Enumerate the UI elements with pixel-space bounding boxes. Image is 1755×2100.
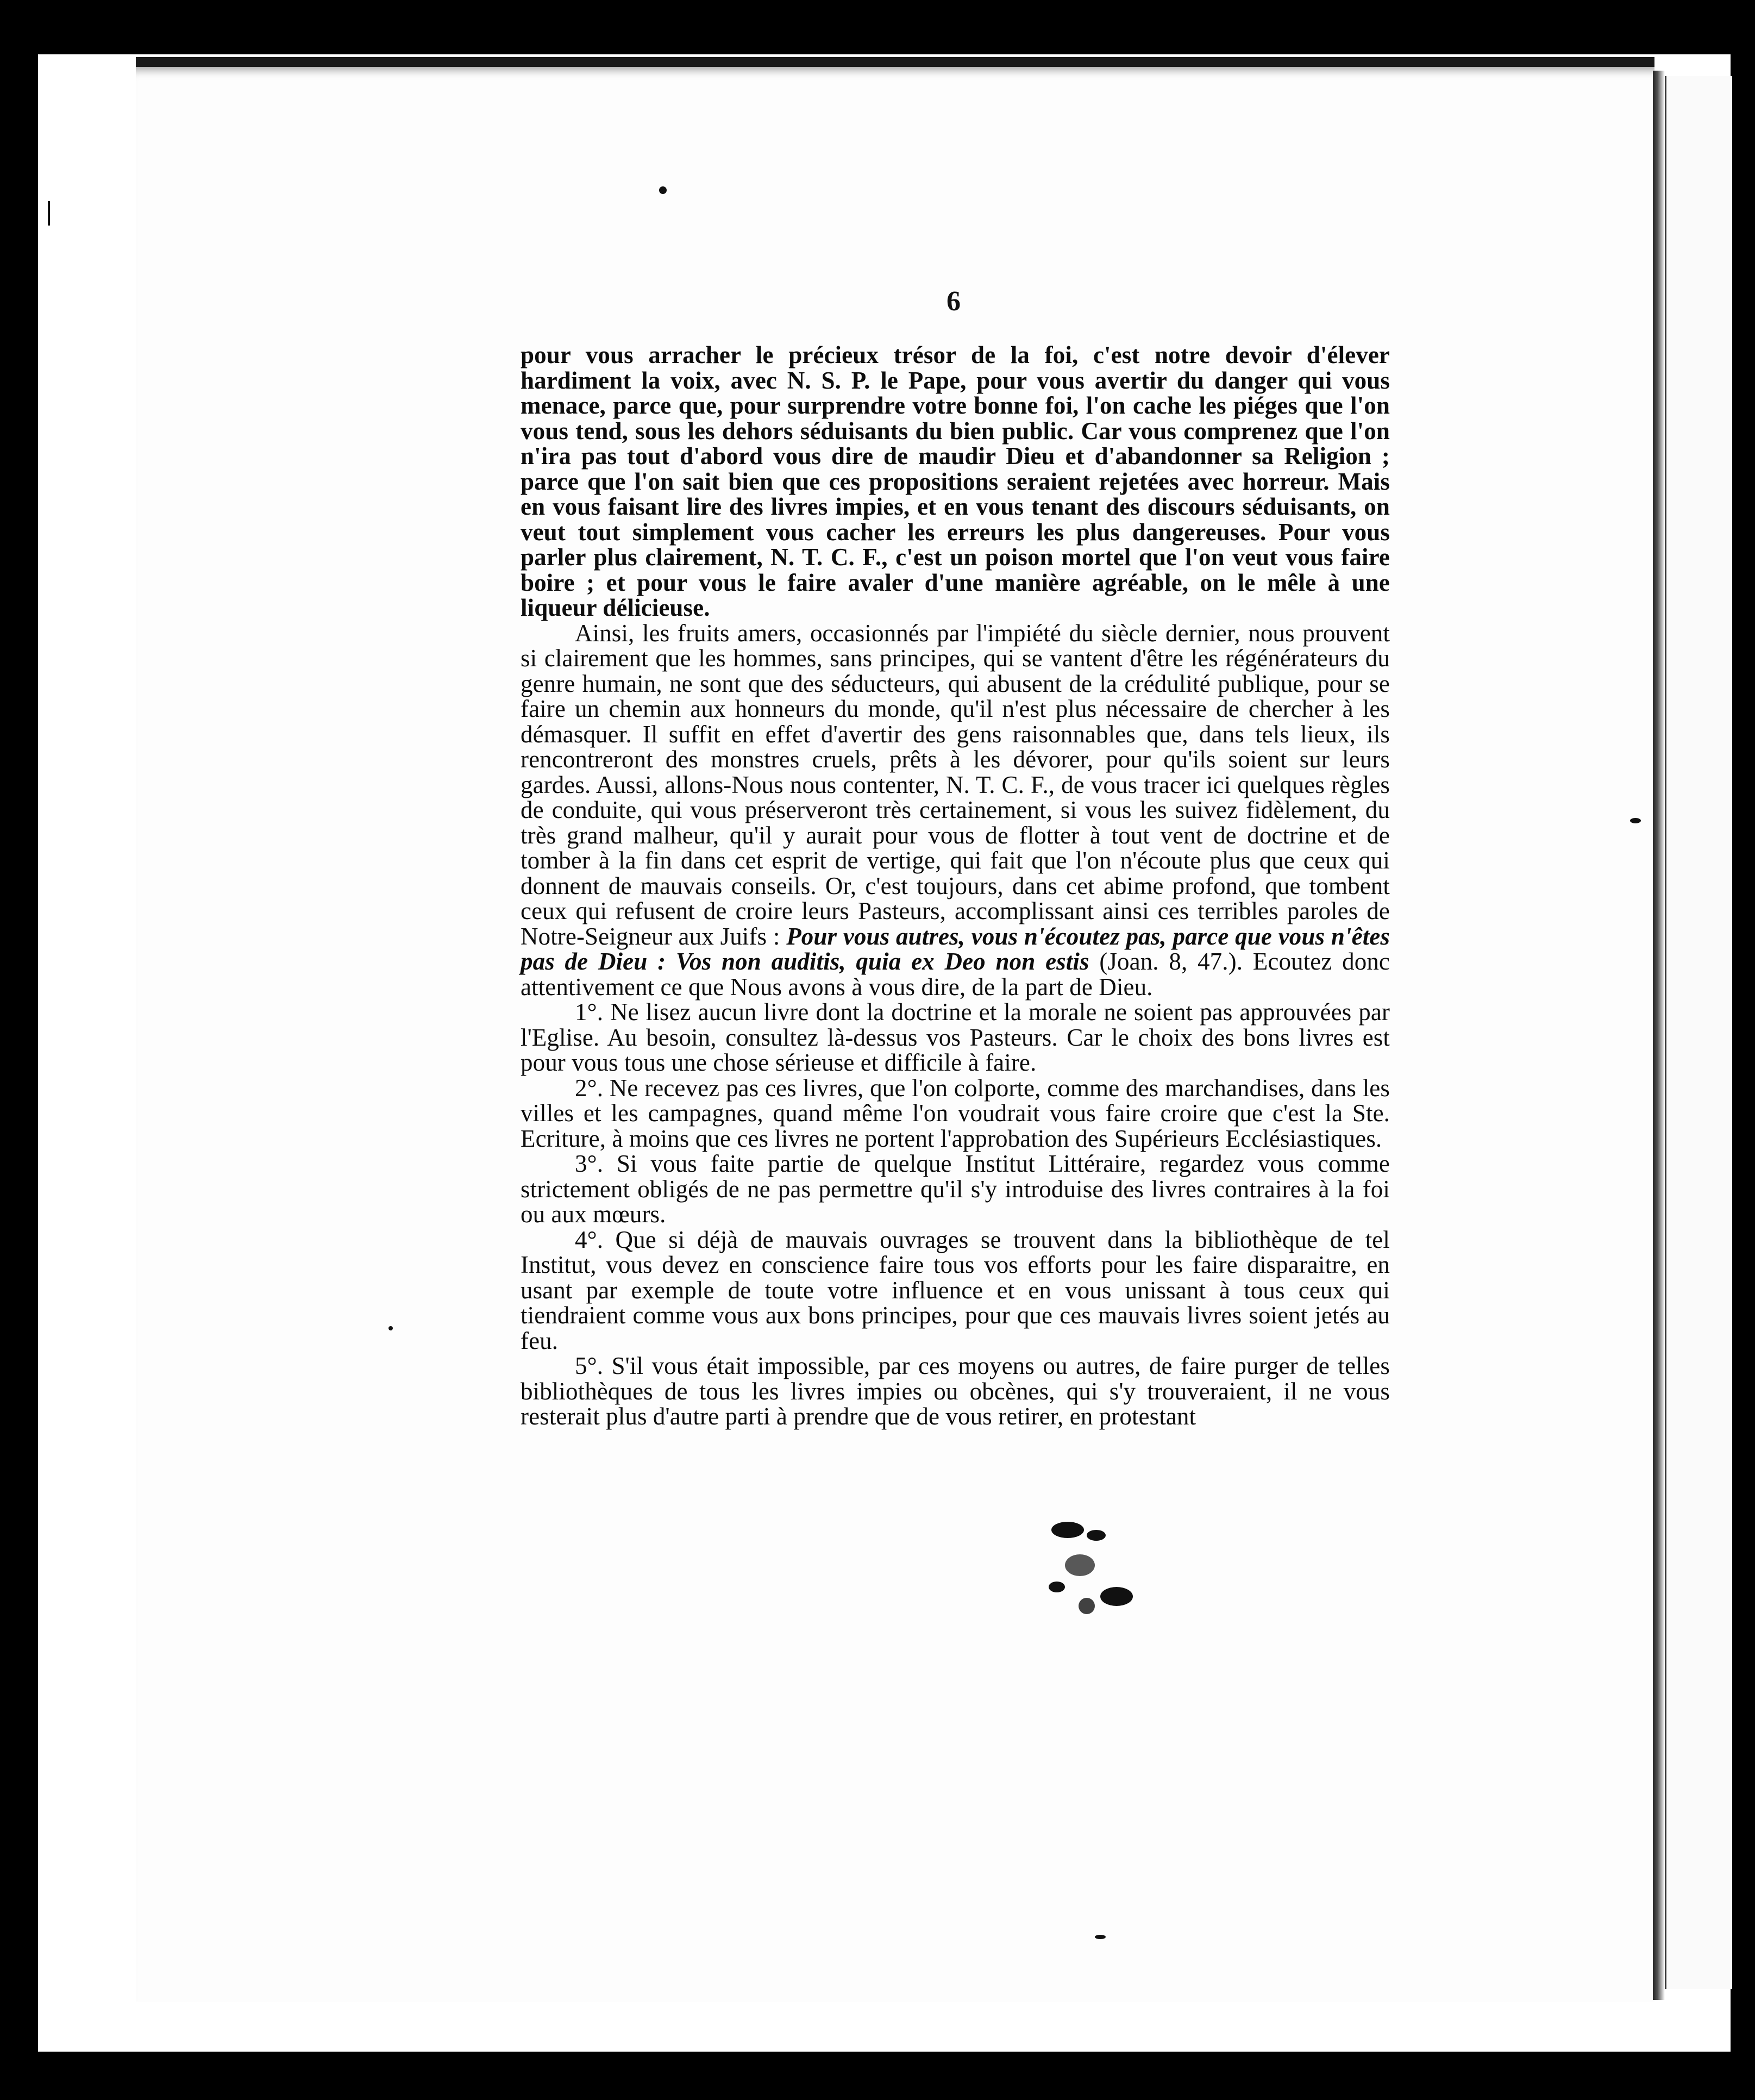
scan-border-top [0, 0, 1755, 54]
dust-speck [388, 1326, 393, 1330]
scripture-quote: Pour vous autres, vous n'écoutez pas, parce que vous n'êtes pas de Dieu : Vos non auditis, quia ex Deo non estis [521, 922, 1390, 975]
ink-stain [1087, 1530, 1106, 1541]
paragraph-ainsi [521, 621, 1390, 1000]
ink-stain [1049, 1582, 1065, 1592]
scan-border-right [1731, 0, 1755, 2100]
page-fold-shadow [1653, 71, 1665, 2000]
dust-speck [1630, 818, 1641, 823]
paragraph-intro: pour vous arracher le précieux trésor de la foi, c'est notre devoir d'élever hardiment la voix, avec N. S. P. le Pape, pour vous avertir du danger qui vous menace, parce que, pour surprendre votre bonne foi, l'on cache les piéges que l'on vous tend, sous les dehors séduisants du bien public. Car vous comprenez que l'on n'ira pas tout d'abord vous dire de maudir Dieu et d'abandonner sa Religion ; parce que l'on sait bien que ces propositions seraient rejetées avec horreur. Mais en vous faisant lire des livres impies, et en vous tenant des discours séduisants, on veut tout simplement vous cacher les erreurs les plus dangereuses. Pour vous parler plus clairement, N. T. C. F., c'est un poison mortel que l'on veut vous faire boire ; et pour vous le faire avaler d'une manière agréable, on le mêle à une liqueur délicieuse. [521, 341, 1390, 621]
ink-stain [1065, 1554, 1095, 1576]
rule-5: 5°. S'il vous était impossible, par ces moyens ou autres, de faire purger de telles bibliothèques de tous les livres impies ou obcènes, qui s'y trouveraient, il ne vous resterait plus d'autre parti à prendre que de vous retirer, en protestant [521, 1352, 1390, 1430]
scan-mark [48, 201, 50, 226]
adjacent-page-edge [1665, 76, 1732, 1989]
rule-1: 1°. Ne lisez aucun livre dont la doctrine et la morale ne soient pas approuvées par l'Eglise. Au besoin, consultez là-dessus vos Pasteurs. Car le choix des bons livres est pour vous tous une chose sérieuse et difficile à faire. [521, 998, 1390, 1076]
rule-2: 2°. Ne recevez pas ces livres, que l'on colporte, comme des marchandises, dans les villes et les campagnes, quand même l'on voudrait vous faire croire que c'est la Ste. Ecriture, à moins que ces livres ne portent l'approbation des Supérieurs Ecclésiastiques. [521, 1074, 1390, 1152]
page-number: 6 [947, 286, 961, 317]
scripture-reference: (Joan. 8, 47.). Ecoutez donc attentivement ce que Nous avons à vous dire, de la part de Dieu. [521, 948, 1390, 1001]
paragraph-ainsi-text: Ainsi, les fruits amers, occasionnés par l'impiété du siècle dernier, nous prouvent si clairement que les hommes, sans principes, qui se vantent d'être les régénérateurs du genre humain, ne sont que des séducteurs, qui abusent de la crédulité publique, pour se faire un chemin aux honneurs du monde, qu'il n'est plus nécessaire de chercher à les démasquer. Il suffit en effet d'avertir des gens raisonnables que, dans tels lieux, ils rencontreront des monstres cruels, prêts à les dévorer, pour qu'ils soient sur leurs gardes. Aussi, allons-Nous nous contenter, N. T. C. F., de vous tracer ici quelques règles de conduite, qui vous préserveront très certainement, si vous les suivez fidèlement, du très grand malheur, qu'il y aurait pour vous de flotter à tout vent de doctrine et de tomber à la fin dans cet esprit de vertige, qui fait que l'on n'écoute plus que ceux qui donnent de mauvais conseils. Or, c'est toujours, dans cet abime profond, que tombent ceux qui refusent de croire leurs Pasteurs, accomplissant ainsi ces terribles paroles de Notre-Seigneur aux Juifs : [521, 619, 1390, 950]
rule-4: 4°. Que si déjà de mauvais ouvrages se trouvent dans la bibliothèque de tel Institut, vous devez en conscience faire tous vos efforts pour les faire disparaitre, en usant par exemple de toute votre influence et en vous unissant à tous ceux qui tiendraient comme vous aux bons principes, pour que ces mauvais livres soient jetés au feu. [521, 1226, 1390, 1354]
body-text [521, 342, 1390, 1429]
ink-stain [1079, 1598, 1095, 1614]
ink-stain [1100, 1587, 1133, 1606]
scan-border-bottom [0, 2052, 1755, 2100]
rule-3: 3°. Si vous faite partie de quelque Institut Littéraire, regardez vous comme strictement obligés de ne pas permettre qu'il s'y introduise des livres contraires à la foi ou aux mœurs. [521, 1150, 1390, 1228]
ink-stain [1051, 1522, 1084, 1538]
dust-speck [1095, 1935, 1106, 1939]
scan-border-left [0, 0, 38, 2100]
dust-speck [659, 186, 667, 194]
